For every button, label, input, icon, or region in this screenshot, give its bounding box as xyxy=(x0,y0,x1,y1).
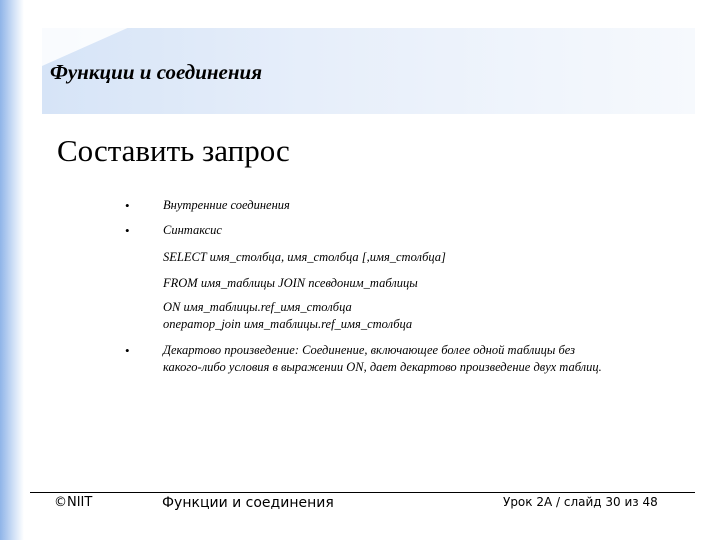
bullet-marker: • xyxy=(125,198,130,213)
bullet-cartesian-continuation: какого-либо условия в выражении ON, дает декартово произведение двух таблиц. xyxy=(163,360,602,374)
slide-heading: Составить запрос xyxy=(57,133,290,168)
left-decorative-bar xyxy=(0,0,24,540)
bullet-marker: • xyxy=(125,223,130,238)
footer-divider xyxy=(30,492,695,493)
footer-slide-info: Урок 2A / слайд 30 из 48 xyxy=(503,495,658,509)
bullet-cartesian: Декартово произведение: Соединение, включающее более одной таблицы без xyxy=(163,343,576,357)
bullet-marker: • xyxy=(125,343,130,358)
syntax-select-line: SELECT имя_столбца, имя_столбца [,имя_столбца] xyxy=(163,250,446,264)
bullet-syntax: Синтаксис xyxy=(163,223,222,237)
footer-copyright: ©NIIT xyxy=(54,495,93,510)
syntax-on-line: ON имя_таблицы.ref_имя_столбца xyxy=(163,300,352,314)
bullet-inner-joins: Внутренние соединения xyxy=(163,198,290,212)
header-top-line xyxy=(42,26,695,28)
footer-topic: Функции и соединения xyxy=(162,495,334,511)
syntax-from-line: FROM имя_таблицы JOIN псевдоним_таблицы xyxy=(163,276,418,290)
section-title: Функции и соединения xyxy=(50,60,263,84)
syntax-operator-line: оператор_join имя_таблицы.ref_имя_столбца xyxy=(163,317,413,331)
